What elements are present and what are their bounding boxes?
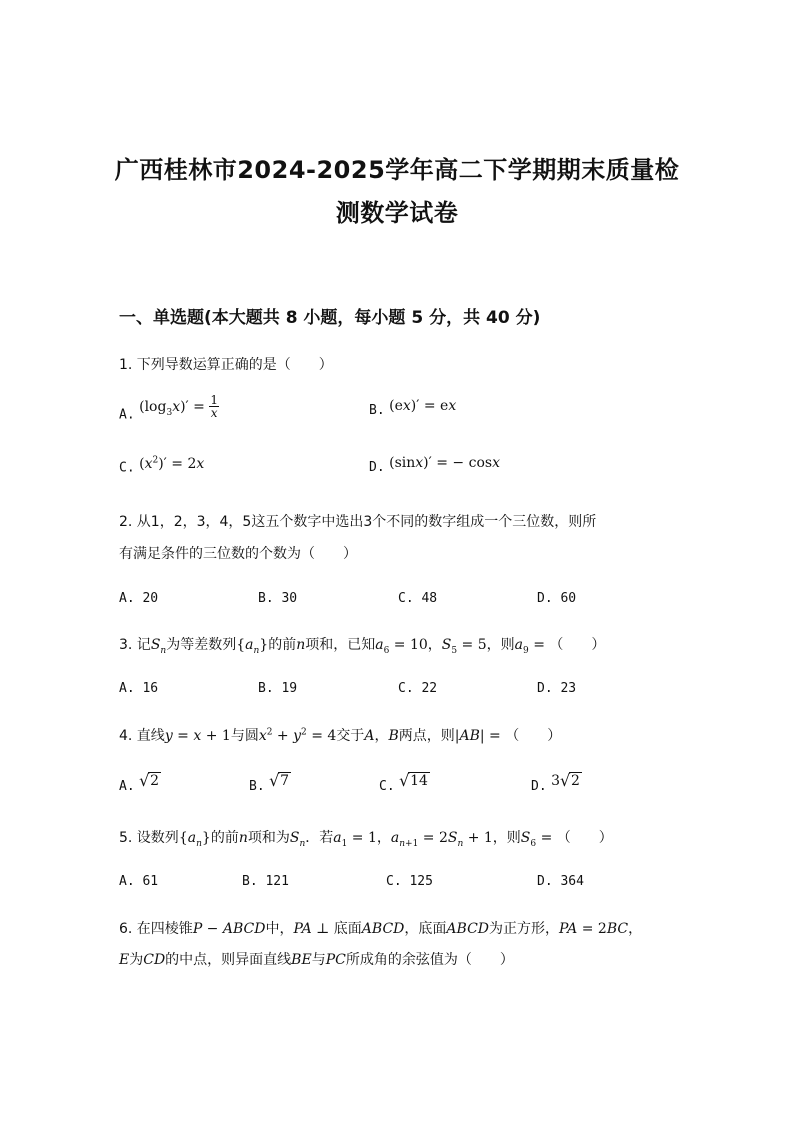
question-1-text: 1. 下列导数运算正确的是（ ） (119, 357, 333, 373)
q5-option-a[interactable]: A. 61 (119, 874, 159, 889)
q4-option-b[interactable]: B. √ 7 (249, 771, 290, 794)
q1-option-d[interactable]: D. (sinx)′ = − cosx (369, 455, 500, 475)
page-title-line-2: 测数学试卷 (335, 199, 459, 227)
section-heading: 一、单选题(本大题共 8 小题，每小题 5 分，共 40 分) (119, 308, 541, 328)
question-2-line-1: 2. 从1，2，3，4，5这五个数字中选出3个不同的数字组成一个三位数，则所 (119, 514, 597, 530)
q5-option-c[interactable]: C. 125 (386, 874, 433, 889)
q4-option-d[interactable]: D. 3 √ 2 (531, 771, 580, 794)
q2-option-b[interactable]: B. 30 (258, 591, 298, 606)
q2-option-d[interactable]: D. 60 (537, 591, 577, 606)
q3-option-b[interactable]: B. 19 (258, 681, 298, 696)
q4-option-c[interactable]: C. √ 14 (379, 771, 428, 794)
q1-option-c[interactable]: C. $(x^2)' = 2x$ (119, 455, 205, 476)
q5-option-d[interactable]: D. 364 (537, 874, 584, 889)
q4-option-a[interactable]: A. √ 2 (119, 771, 160, 794)
page-title-line-1: 广西桂林市2024-2025学年高二下学期期末质量检 (114, 156, 680, 184)
question-6-line-2: E为CD的中点，则异面直线BE与PC所成角的余弦值为（ ） (119, 952, 514, 968)
q1-option-a[interactable]: A. $(\log_3x)'$ = $\frac{1}{x}$ (119, 393, 219, 423)
q1-option-b[interactable]: B. (ex)′ = ex (369, 398, 457, 418)
question-2-line-2: 有满足条件的三位数的个数为（ ） (119, 546, 357, 562)
q2-option-c[interactable]: C. 48 (398, 591, 438, 606)
q2-option-a[interactable]: A. 20 (119, 591, 159, 606)
q3-option-a[interactable]: A. 16 (119, 681, 159, 696)
question-3-text: 3. 记$S_n$为等差数列$\{a_n\}$的前n项和，已知$a_6 = 10$，$S_5 = 5$，则$a_9$ = （ ） (119, 637, 606, 656)
question-4-text: 4. 直线y = x + 1与圆$x^2 + y^2 = 4$交于A，B两点，则|AB| = （ ） (119, 727, 562, 744)
question-6-line-1: 6. 在四棱锥P − ABCD中，PA ⊥ 底面ABCD，底面ABCD为正方形，PA = 2BC， (119, 921, 643, 937)
question-5-text: 5. 设数列$\{a_n\}$的前n项和为$S_n$．若$a_1 = 1$，$a_{n+1} = 2S_n + 1$，则$S_6$ = （ ） (119, 830, 613, 849)
q3-option-c[interactable]: C. 22 (398, 681, 438, 696)
q3-option-d[interactable]: D. 23 (537, 681, 577, 696)
q5-option-b[interactable]: B. 121 (242, 874, 289, 889)
